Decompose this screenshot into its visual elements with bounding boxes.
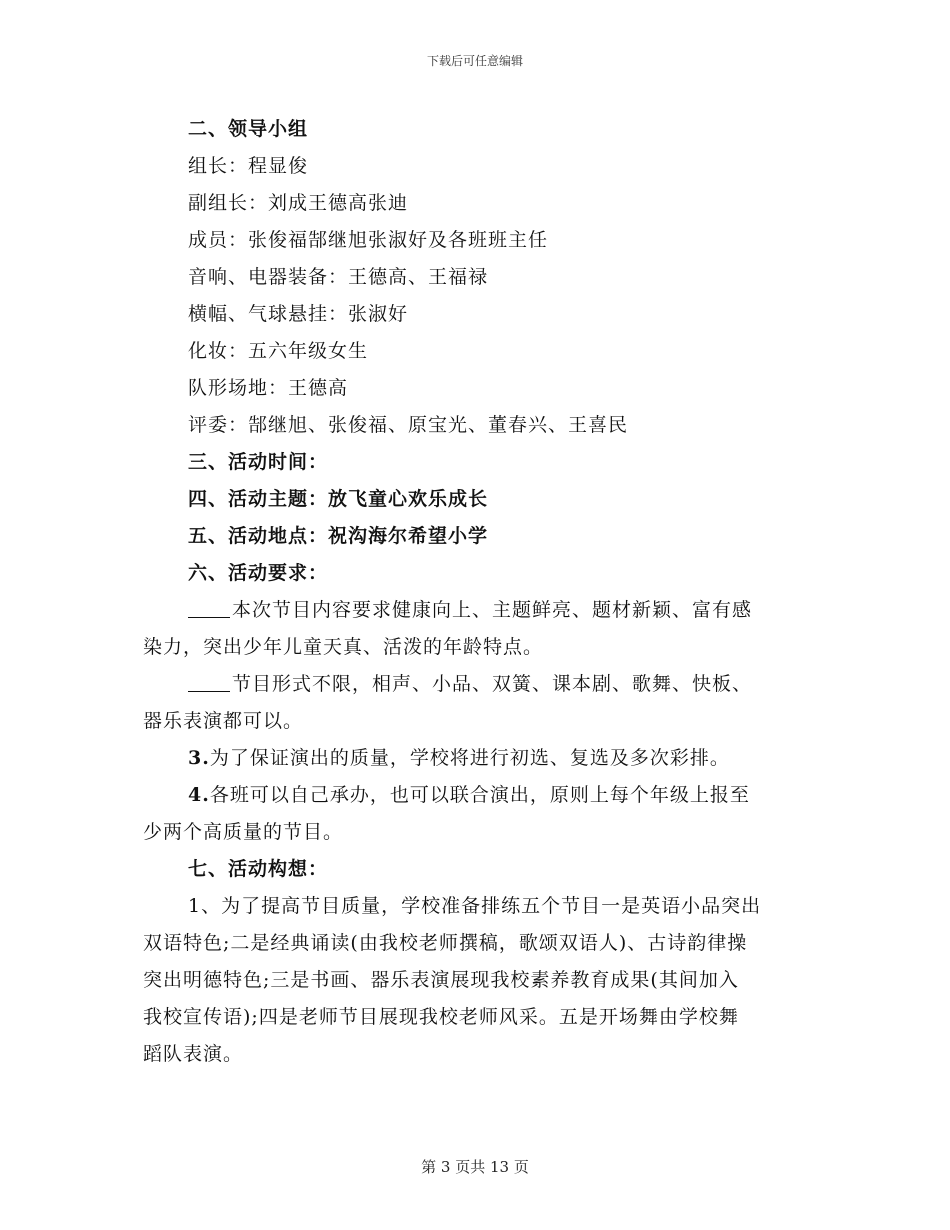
leader-item: 评委：郜继旭、张俊福、原宝光、董春兴、王喜民 — [188, 414, 629, 436]
concept-line: 双语特色;二是经典诵读(由我校老师撰稿，歌颂双语人)、古诗韵律操 — [143, 932, 748, 954]
leader-item: 副组长：刘成王德高张迪 — [188, 192, 409, 214]
requirement-1-line — [143, 592, 807, 629]
list-number: 3. — [188, 747, 210, 769]
section-heading-place: 五、活动地点：祝沟海尔希望小学 — [188, 525, 489, 547]
concept-line: 1、为了提高节目质量，学校准备排练五个节目一是英语小品突出 — [188, 895, 762, 917]
requirement-1-line: 染力，突出少年儿童天真、活泼的年龄特点。 — [143, 636, 544, 658]
section-heading-concept: 七、活动构想： — [188, 858, 329, 880]
requirement-text: 本次节目内容要求健康向上、主题鲜亮、题材新颖、富有感 — [232, 599, 753, 621]
list-number: 4. — [188, 784, 210, 806]
requirement-text: 为了保证演出的质量，学校将进行初选、复选及多次彩排。 — [209, 747, 730, 769]
section-heading-time: 三、活动时间： — [188, 451, 329, 473]
requirement-text: 各班可以自己承办，也可以联合演出，原则上每个年级上报至 — [209, 784, 750, 806]
leader-item: 队形场地：王德高 — [188, 377, 349, 399]
requirement-4-line: 少两个高质量的节目。 — [143, 821, 344, 843]
leader-item: 化妆：五六年级女生 — [188, 340, 369, 362]
leader-item: 音响、电器装备：王德高、王福禄 — [188, 266, 489, 288]
section-heading-theme: 四、活动主题：放飞童心欢乐成长 — [188, 488, 489, 510]
section-heading-requirements: 六、活动要求： — [188, 562, 329, 584]
page-footer: 第 3 页共 13 页 — [421, 1158, 529, 1176]
requirement-2-line — [143, 666, 807, 703]
document-body — [143, 111, 807, 1073]
leader-item: 成员：张俊福郜继旭张淑好及各班班主任 — [188, 229, 549, 251]
requirement-4-line — [143, 777, 807, 814]
section-heading-leadership: 二、领导小组 — [188, 118, 309, 140]
requirement-text: 节目形式不限，相声、小品、双簧、课本剧、歌舞、快板、 — [232, 673, 753, 695]
leader-item: 横幅、气球悬挂：张淑好 — [188, 303, 409, 325]
leader-item: 组长：程显俊 — [188, 155, 309, 177]
requirement-2-line: 器乐表演都可以。 — [143, 710, 304, 732]
fill-blank — [188, 673, 230, 692]
concept-line: 我校宣传语);四是老师节目展现我校老师风采。五是开场舞由学校舞 — [143, 1006, 739, 1028]
requirement-3-line — [143, 740, 807, 777]
concept-line: 蹈队表演。 — [143, 1043, 244, 1065]
concept-line: 突出明德特色;三是书画、器乐表演展现我校素养教育成果(其间加入 — [143, 969, 739, 991]
page-header: 下载后可任意编辑 — [426, 54, 523, 68]
fill-blank — [188, 599, 230, 618]
